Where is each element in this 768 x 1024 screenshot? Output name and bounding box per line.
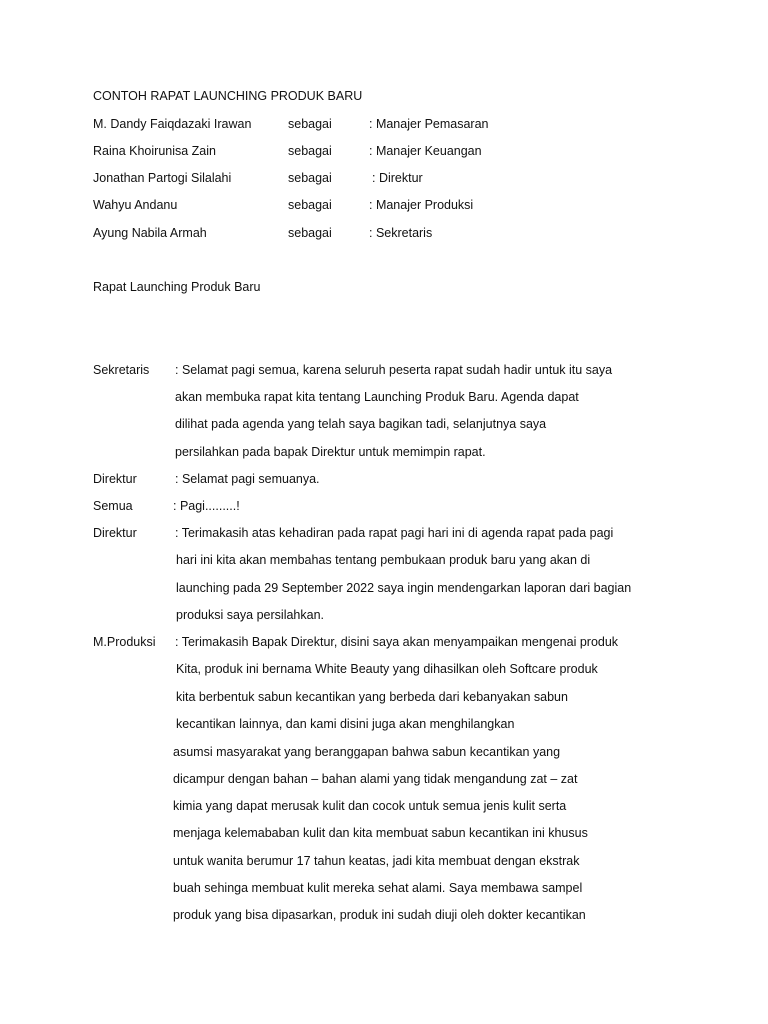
speaker-label: Sekretaris (93, 363, 150, 377)
participant-role: : Manajer Keuangan (369, 144, 482, 158)
participant-role: : Manajer Pemasaran (369, 117, 489, 131)
dialogue-line: : Terimakasih atas kehadiran pada rapat pagi hari ini di agenda rapat pada pagi (175, 526, 614, 540)
dialogue-line: asumsi masyarakat yang beranggapan bahwa sabun kecantikan yang (173, 745, 561, 759)
participant-name: Raina Khoirunisa Zain (93, 144, 216, 158)
dialogue-line: hari ini kita akan membahas tentang pembukaan produk baru yang akan di (176, 553, 591, 567)
dialogue-line: buah sehinga membuat kulit mereka sehat alami. Saya membawa sampel (173, 881, 583, 895)
meeting-subtitle: Rapat Launching Produk Baru (93, 280, 261, 294)
dialogue-line: produksi saya persilahkan. (176, 608, 324, 622)
speaker-label: Direktur (93, 526, 137, 540)
dialogue-line: dicampur dengan bahan – bahan alami yang tidak mengandung zat – zat (173, 772, 578, 786)
dialogue-line: : Selamat pagi semua, karena seluruh peserta rapat sudah hadir untuk itu saya (175, 363, 613, 377)
dialogue-line: kimia yang dapat merusak kulit dan cocok untuk semua jenis kulit serta (173, 799, 567, 813)
participant-as: sebagai (288, 198, 332, 212)
speaker-label: M.Produksi (93, 635, 156, 649)
speaker-label: Direktur (93, 472, 137, 486)
dialogue-line: persilahkan pada bapak Direktur untuk memimpin rapat. (175, 445, 486, 459)
participant-as: sebagai (288, 171, 332, 185)
dialogue-line: : Terimakasih Bapak Direktur, disini saya akan menyampaikan mengenai produk (175, 635, 619, 649)
participant-role: : Sekretaris (369, 226, 433, 240)
dialogue-line: dilihat pada agenda yang telah saya bagikan tadi, selanjutnya saya (175, 417, 547, 431)
dialogue-line: untuk wanita berumur 17 tahun keatas, jadi kita membuat dengan ekstrak (173, 854, 580, 868)
dialogue-line: Kita, produk ini bernama White Beauty yang dihasilkan oleh Softcare produk (176, 662, 598, 676)
dialogue-line: kita berbentuk sabun kecantikan yang berbeda dari kebanyakan sabun (176, 690, 568, 704)
participant-name: Jonathan Partogi Silalahi (93, 171, 232, 185)
participant-as: sebagai (288, 117, 332, 131)
speaker-label: Semua (93, 499, 133, 513)
dialogue-line: kecantikan lainnya, dan kami disini juga akan menghilangkan (176, 717, 515, 731)
dialogue-line: produk yang bisa dipasarkan, produk ini sudah diuji oleh dokter kecantikan (173, 908, 586, 922)
participant-role: : Direktur (372, 171, 423, 185)
participant-name: M. Dandy Faiqdazaki Irawan (93, 117, 252, 131)
participant-as: sebagai (288, 226, 332, 240)
dialogue-line: akan membuka rapat kita tentang Launching Produk Baru. Agenda dapat (175, 390, 579, 404)
participant-name: Wahyu Andanu (93, 198, 178, 212)
dialogue-line: : Selamat pagi semuanya. (175, 472, 320, 486)
dialogue-line: menjaga kelemababan kulit dan kita membuat sabun kecantikan ini khusus (173, 826, 588, 840)
participant-role: : Manajer Produksi (369, 198, 474, 212)
dialogue-line: launching pada 29 September 2022 saya ingin mendengarkan laporan dari bagian (176, 581, 632, 595)
participant-name: Ayung Nabila Armah (93, 226, 207, 240)
document-title: CONTOH RAPAT LAUNCHING PRODUK BARU (93, 89, 363, 103)
participant-as: sebagai (288, 144, 332, 158)
dialogue-line: : Pagi.........! (173, 499, 240, 513)
